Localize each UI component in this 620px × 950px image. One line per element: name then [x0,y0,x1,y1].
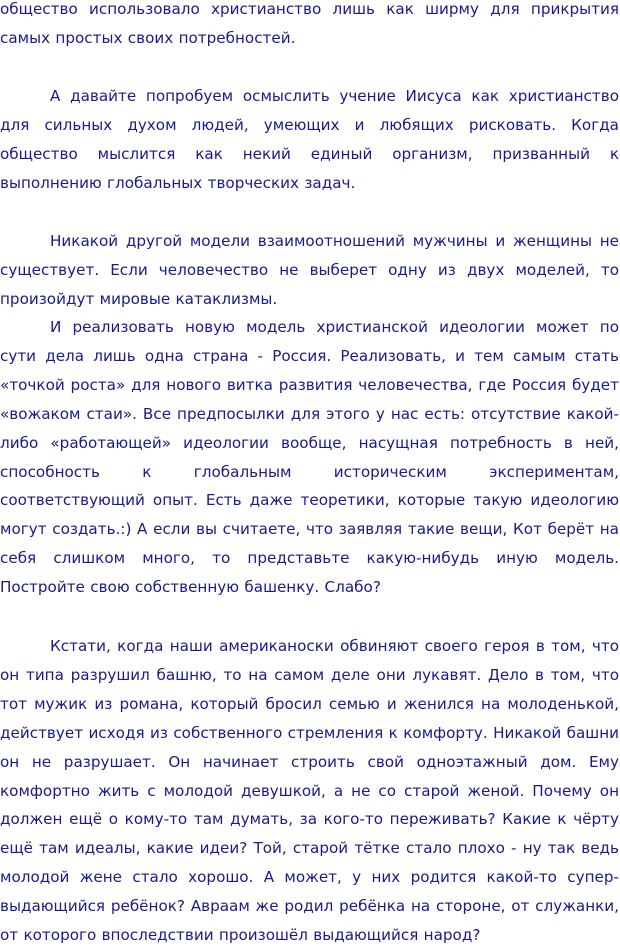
paragraph-1: общество использовало христианство лишь как ширму для прикрытия самых простых своих потребностей. [0,0,619,47]
paragraph-4: И реализовать новую модель христианской идеологии может по сути дела лишь одна страна - Россия. Реализовать, и тем самым стать «точкой роста» для нового витка развития человечества, где Россия будет «вожаком стаи». Все предпосылки для этого у нас есть: отсутствие какой-либо «работающей» идеологии вообще, насущная потребность в ней, способность к глобальным историческим экспериментам, соответствующий опыт. Есть даже теоретики, которые такую идеологию могут создать.:) А если вы считаете, что заявляя такие вещи, Кот берёт на себя слишком много, то представьте какую-нибудь иную модель. Постройте свою собственную башенку. Слабо? [0,318,619,597]
paragraph-3: Никакой другой модели взаимоотношений мужчины и женщины не существует. Если человечество не выберет одну из двух моделей, то произойдут мировые катаклизмы. [0,232,619,308]
paragraph-5: Кстати, когда наши американоски обвиняют своего героя в том, что он типа разрушил башню, то на самом деле они лукавят. Дело в том, что тот мужик из романа, который бросил семью и женился на молоденькой, действует исходя из собственного стремления к комфорту. Никакой башни он не разрушает. Он начинает строить свой одноэтажный дом. Ему комфортно жить с молодой девушкой, а не со старой женой. Почему он должен ещё о кому-то там думать, за кого-то переживать? Какие к чёрту ещё там идеалы, какие идеи? Той, старой тётке стало плохо - ну так ведь молодой жене стало хорошо. А может, у них родится какой-то супер-выдающийся ребёнок? Авраам же родил ребёнка на стороне, от служанки, от которого впоследствии произошёл выдающийся народ? [0,637,619,945]
paragraph-2: А давайте попробуем осмыслить учение Иисуса как христианство для сильных духом людей, умеющих и любящих рисковать. Когда общество мыслится как некий единый организм, призванный к выполнению глобальных творческих задач. [0,87,619,192]
